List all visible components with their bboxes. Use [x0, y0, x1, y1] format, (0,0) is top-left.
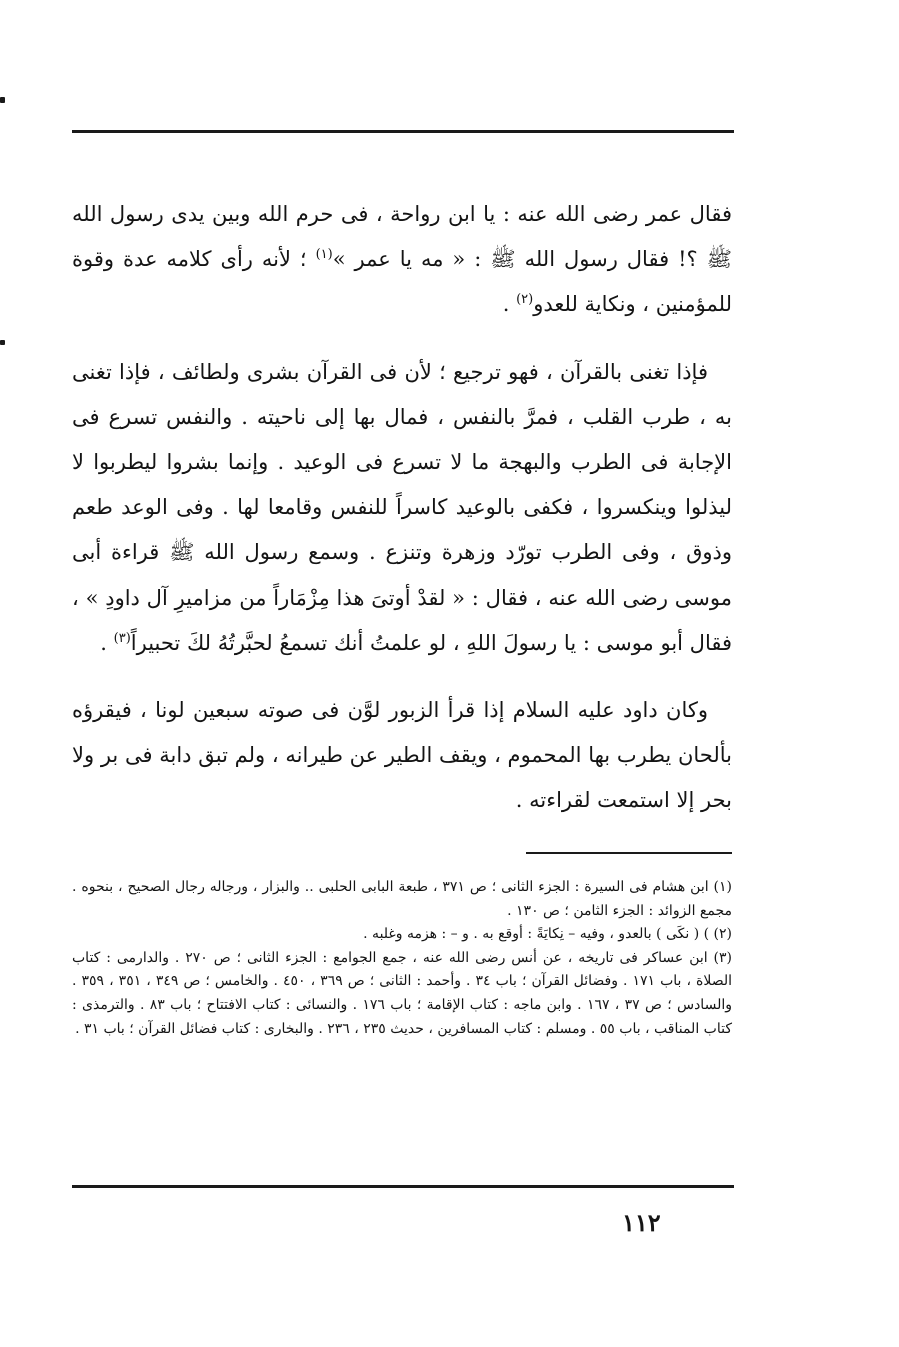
footnote-reference: (١) — [315, 247, 333, 263]
main-text — [72, 192, 732, 824]
page-number: ١١٢ — [622, 1208, 661, 1237]
footnote-separator — [526, 852, 732, 854]
footnote-reference: (٢) — [516, 292, 534, 308]
footnote: (٢) ) ( نكَى ) بالعدو ، وفيه – نِكايَةً : أوقع به . و – : هزمه وغلبه . — [363, 926, 732, 943]
footer-rule — [72, 1185, 734, 1188]
footnotes — [72, 876, 732, 1041]
margin-mark — [0, 97, 5, 103]
paragraph: فإذا تغنى بالقرآن ، فهو ترجيع ؛ لأن فى القرآن بشرى ولطائف ، فإذا تغنى به ، طرب القلب ، فمرَّ بالنفس ، فمال بها إلى ناحيته . والنفس تسرع فى الإجابة فى الطرب والبهجة ما لا تسرع فى الوعيد . وإنما بشروا ليطربوا لا ليذلوا وينكسروا ، فكفى بالوعيد كاسراً للنفس وقامعا لها . وفى الوعد طعم وذوق ، وفى الطرب تورّد وزهرة وتنزع . وسمع رسول الله ﷺ قراءة أبى موسى رضى الله عنه ، فقال : « لقدْ أوتىَ هذا مِزْمَاراً من مزاميرِ آل داودِ » ، فقال أبو موسى : يا رسولَ اللهِ ، لو علمتُ أنك تسمعُ لحبَّرتُهُ لكَ تحبيراً$^{(٣)}$ . — [72, 359, 732, 655]
header-rule — [72, 130, 734, 133]
footnote: (٣) ابن عساكر فى تاريخه ، عن أنس رضى الله عنه ، جمع الجوامع : الجزء الثانى ؛ ص ٢٧٠ . والدارمى : كتاب الصلاة ، باب ١٧١ . وفضائل القرآن ؛ باب ٣٤ . وأحمد : الثانى ؛ ص ٣٦٩ ، ٤٥٠ . والخامس ؛ ص ٣٤٩ ، ٣٥١ ، ٣٥٩ . والسادس ؛ ص ٣٧ ، ١٦٧ . وابن ماجه : كتاب الإقامة ؛ باب ١٧٦ . والنسائى : كتاب الافتتاح ؛ باب ٨٣ . والترمذى : كتاب المناقب ، باب ٥٥ . ومسلم : كتاب المسافرين ، حديث ٢٣٥ ، ٢٣٦ . والبخارى : كتاب فضائل القرآن ؛ باب ٣١ . — [72, 949, 733, 1037]
margin-mark — [0, 340, 5, 345]
paragraph: وكان داود عليه السلام إذا قرأ الزبور لوَّن فى صوته سبعين لونا ، فيقرؤه بألحان يطرب بها المحموم ، ويقف الطير عن طيرانه ، ولم تبق دابة فى بر ولا بحر إلا استمعت لقراءته . — [72, 698, 732, 813]
paragraph: فقال عمر رضى الله عنه : يا ابن رواحة ، فى حرم الله وبين يدى رسول الله ﷺ ؟! فقال رسول الله ﷺ : « مه يا عمر »$^{(١)}$ ؛ لأنه رأى كلامه عدة وقوة للمؤمنين ، ونكاية للعدو$^{(٢)}$ . — [72, 202, 732, 317]
footnote-reference: (٣) — [113, 630, 131, 646]
footnote: (١) ابن هشام فى السيرة : الجزء الثانى ؛ ص ٣٧١ ، طبعة البابى الحلبى .. والبزار ، ورجاله رجال الصحيح ، بنحوه . مجمع الزوائد : الجزء الثامن ؛ ص ١٣٠ . — [72, 879, 733, 919]
